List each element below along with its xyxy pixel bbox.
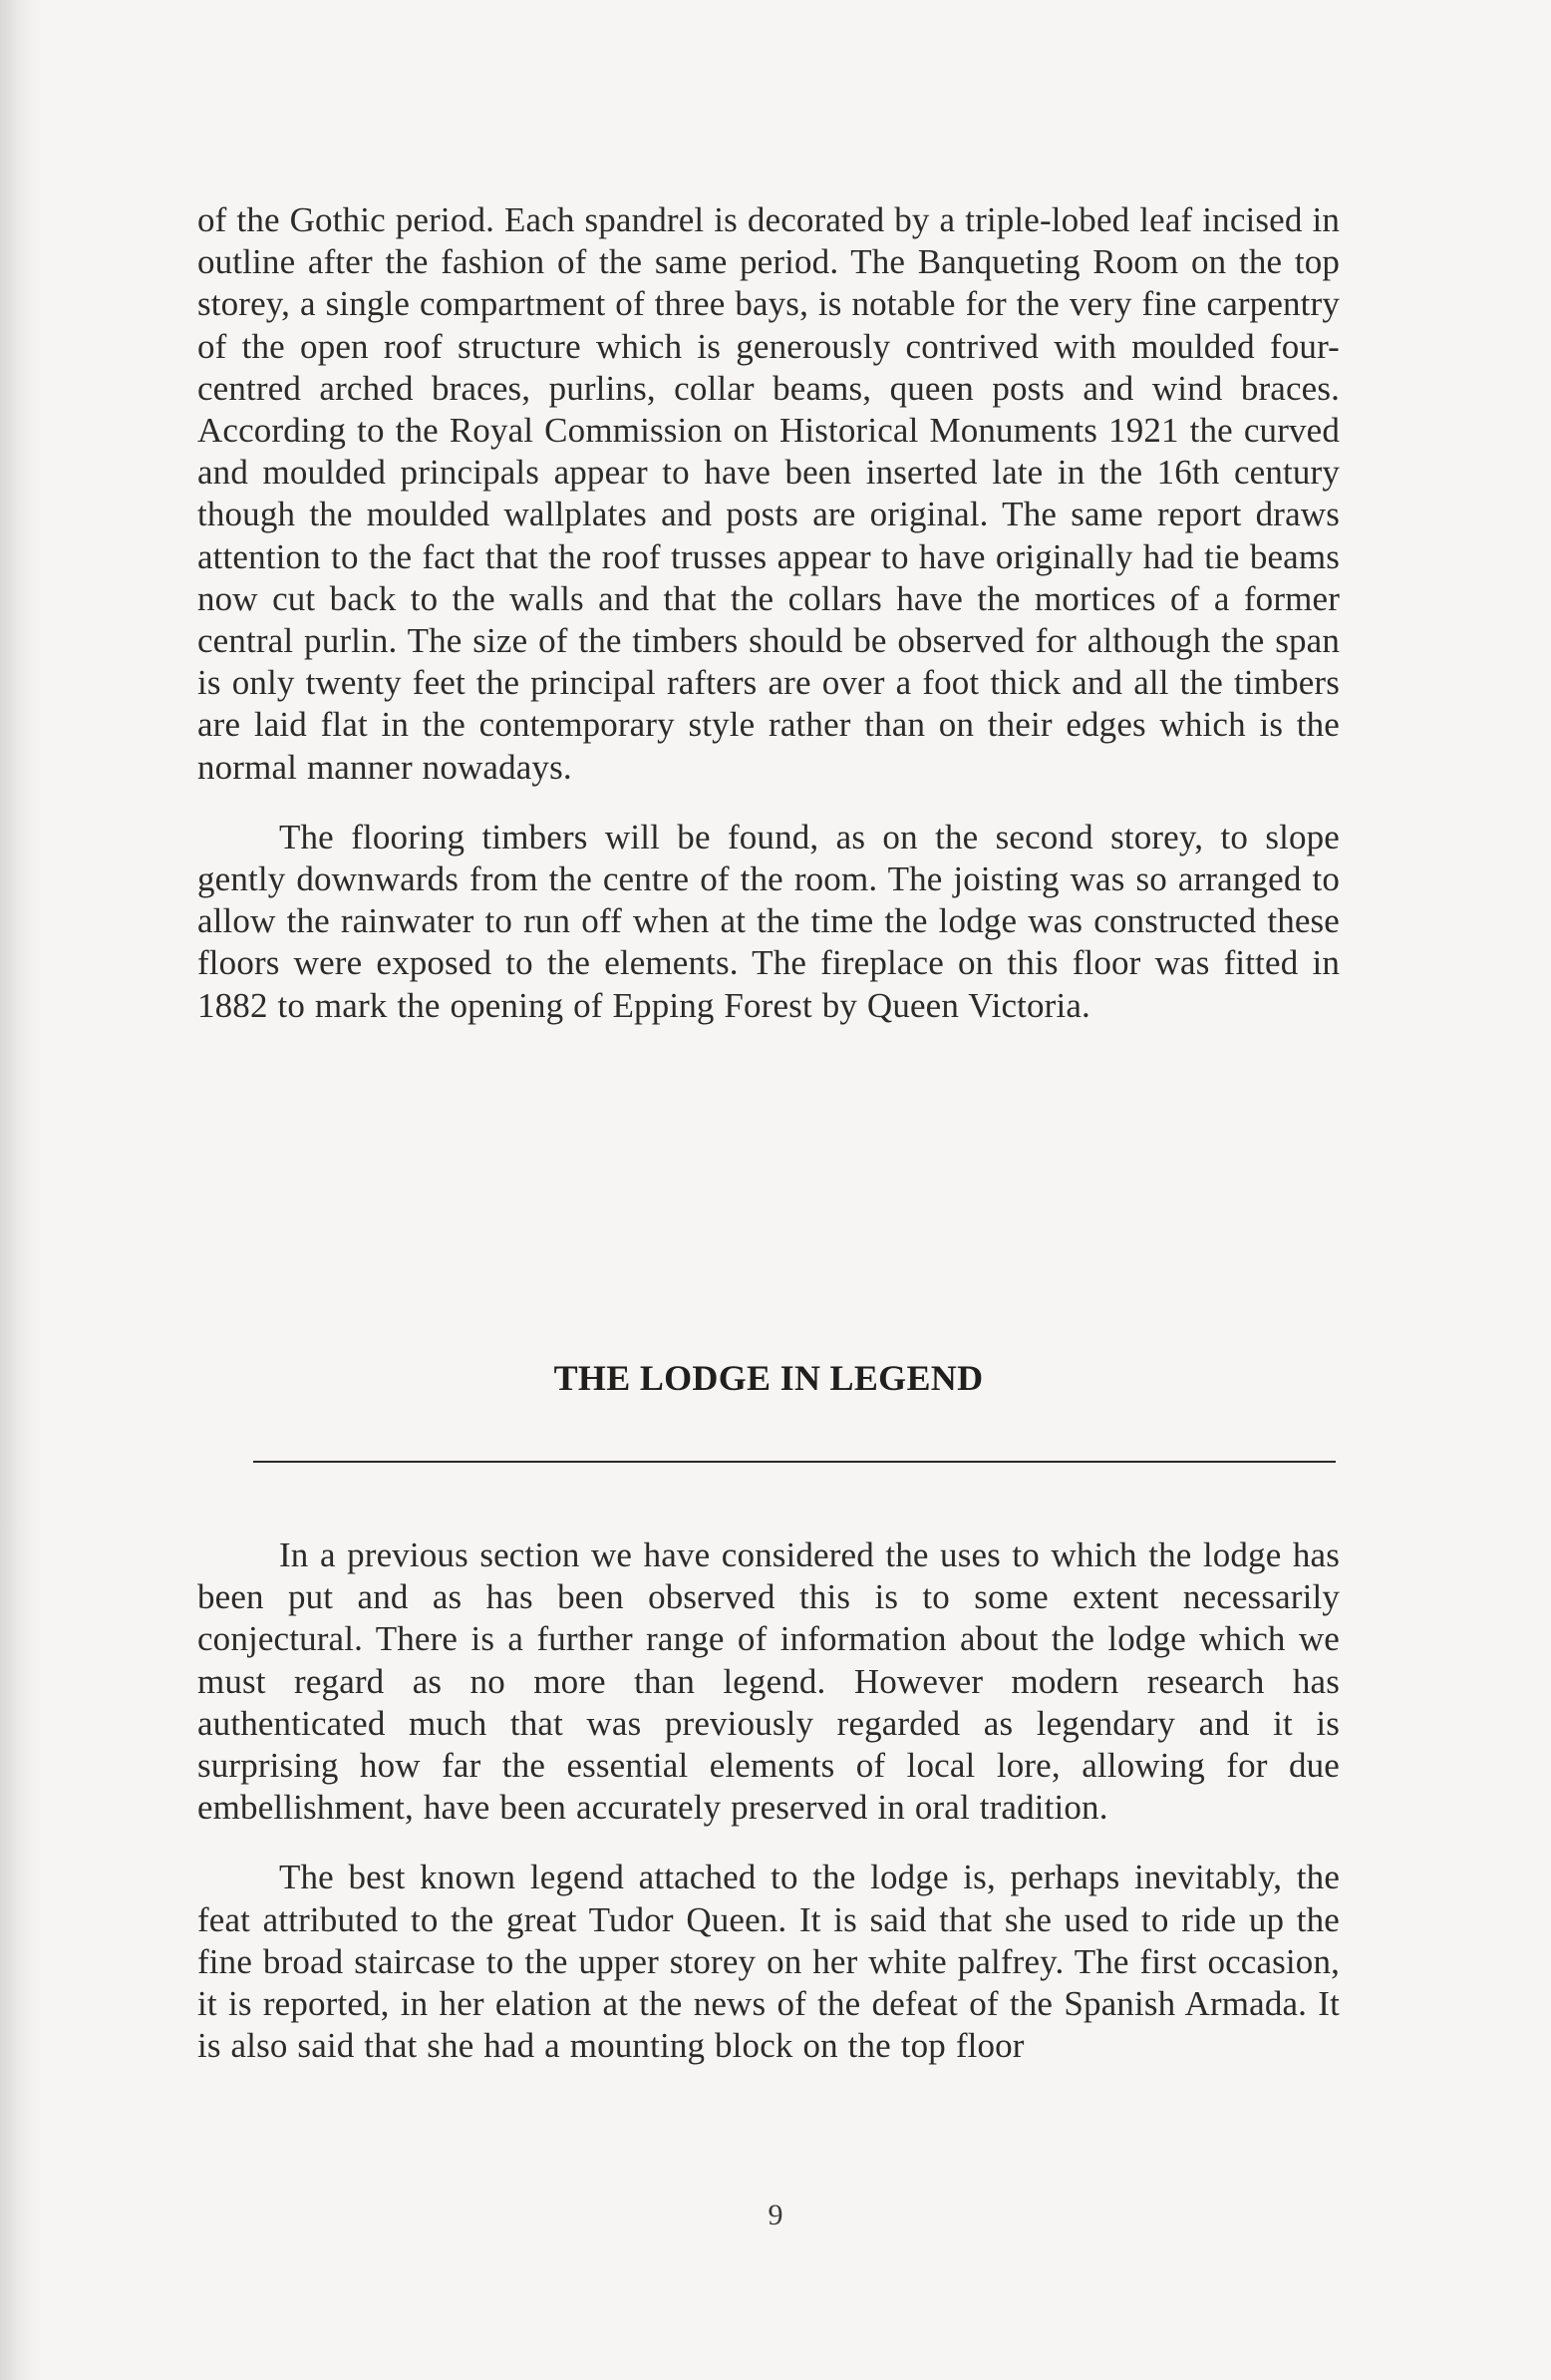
page-number: 9 — [768, 2199, 783, 2231]
paragraph-tudor-queen: The best known legend attached to the lodge is, perhaps inevitably, the feat attributed to the great Tudor Queen. It is said that she used to ride up the fine broad staircase to the upper storey on her white palfrey. The first occasion, it is reported, in her elation at the news of the defeat of the Spanish Armada. It is also said that she had a mounting block on the top floor — [197, 1858, 1340, 2066]
section-title: THE LODGE IN LEGEND — [553, 1358, 984, 1398]
paragraph-legend-intro: In a previous section we have considered the uses to which the lodge has been put and as has been observed this is to some extent necessarily conjectural. There is a further range of information about the lodge which we must regard as no more than legend. However modern research has authenticated much that was previously regarded as legendary and it is surprising how far the essential elements of local lore, allowing for due embellishment, have been accurately preserved in oral tradition. — [197, 1535, 1340, 1828]
body-text-bottom — [197, 1534, 1340, 2067]
paragraph-banqueting-room: of the Gothic period. Each spandrel is decorated by a triple-lobed leaf incised in outline after the fashion of the same period. The Banqueting Room on the top storey, a single compartment of three bays, is notable for the very fine carpentry of the open roof structure which is generously contrived with moulded four-centred arched braces, purlins, collar beams, queen posts and wind braces. According to the Royal Commission on Historical Monuments 1921 the curved and moulded principals appear to have been inserted late in the 16th century though the moulded wallplates and posts are original. The same report draws attention to the fact that the roof trusses appear to have originally had tie beams now cut back to the walls and that the collars have the mortices of a former central purlin. The size of the timbers should be observed for although the span is only twenty feet the principal rafters are over a foot thick and all the timbers are laid flat in the contemporary style rather than on their edges which is the normal manner nowadays. — [197, 200, 1340, 787]
paragraph-flooring-timbers: The flooring timbers will be found, as on the second storey, to slope gently downwards from the centre of the room. The joisting was so arranged to allow the rainwater to run off when at the time the lodge was constructed these floors were exposed to the elements. The fireplace on this floor was fitted in 1882 to mark the opening of Epping Forest by Queen Victoria. — [197, 817, 1340, 1025]
section-divider — [253, 1461, 1336, 1463]
body-text-top — [197, 199, 1340, 1027]
page-binding-shadow — [0, 0, 40, 2380]
